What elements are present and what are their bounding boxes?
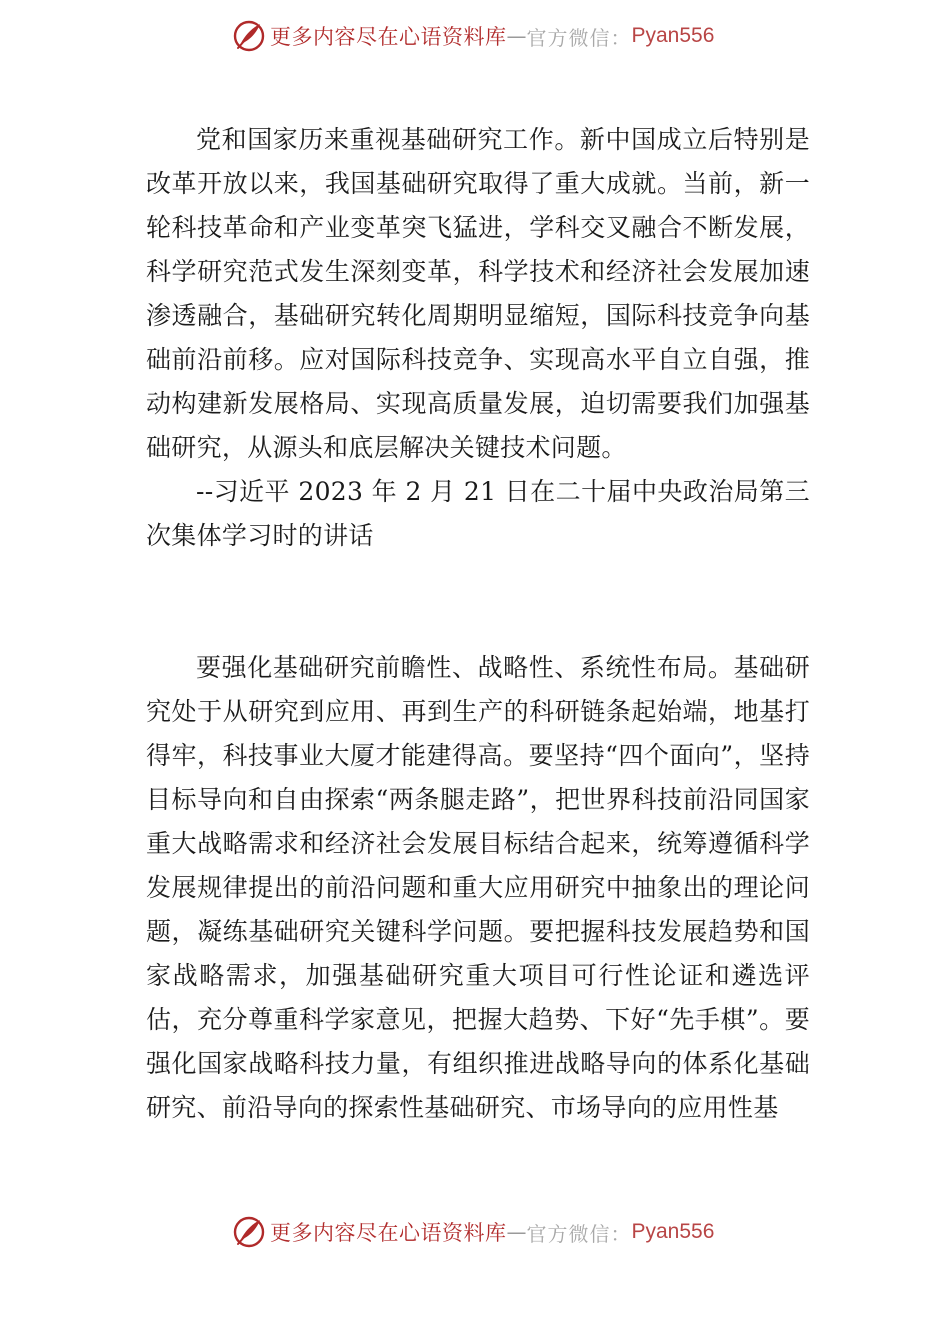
footer-brand-text: 更多内容尽在心语资料库 xyxy=(270,1221,507,1245)
header-wechat-label: 官方微信： xyxy=(526,25,632,50)
feather-pen-logo-icon xyxy=(232,1215,266,1249)
footer-wechat-id: Pyan556 xyxy=(631,1220,715,1243)
feather-pen-logo-icon xyxy=(232,19,266,53)
blank-gap xyxy=(146,558,810,646)
header-wechat-id: Pyan556 xyxy=(631,24,715,47)
attribution: --习近平 2023 年 2 月 21 日在二十届中央政治局第三次集体学习时的讲话 xyxy=(146,477,810,550)
header-banner xyxy=(232,16,752,56)
paragraph-1: 党和国家历来重视基础研究工作。新中国成立后特别是改革开放以来，我国基础研究取得了重大成就。当前，新一轮科技革命和产业变革突飞猛进，学科交叉融合不断发展，科学研究范式发生深刻变革，科学技术和经济社会发展加速渗透融合，基础研究转化周期明显缩短，国际科技竞争向基础前沿前移。应对国际科技竞争、实现高水平自立自强，推动构建新发展格局、实现高质量发展，迫切需要我们加强基础研究，从源头和底层解决关键技术问题。 xyxy=(146,125,810,462)
document-body xyxy=(146,118,810,1130)
footer-banner xyxy=(232,1212,752,1252)
header-brand-text: 更多内容尽在心语资料库 xyxy=(270,25,507,49)
paragraph-2: 要强化基础研究前瞻性、战略性、系统性布局。基础研究处于从研究到应用、再到生产的科研链条起始端，地基打得牢，科技事业大厦才能建得高。要坚持“四个面向”，坚持目标导向和自由探索“两条腿走路”，把世界科技前沿同国家重大战略需求和经济社会发展目标结合起来，统筹遵循科学发展规律提出的前沿问题和重大应用研究中抽象出的理论问题，凝练基础研究关键科学问题。要把握科技发展趋势和国家战略需求，加强基础研究重大项目可行性论证和遴选评估，充分尊重科学家意见，把握大趋势、下好“先手棋”。要强化国家战略科技力量，有组织推进战略导向的体系化基础研究、前沿导向的探索性基础研究、市场导向的应用性基 xyxy=(146,653,810,1122)
footer-dash: — xyxy=(506,1220,527,1244)
header-dash: — xyxy=(506,24,527,48)
footer-wechat-label: 官方微信： xyxy=(526,1221,632,1246)
